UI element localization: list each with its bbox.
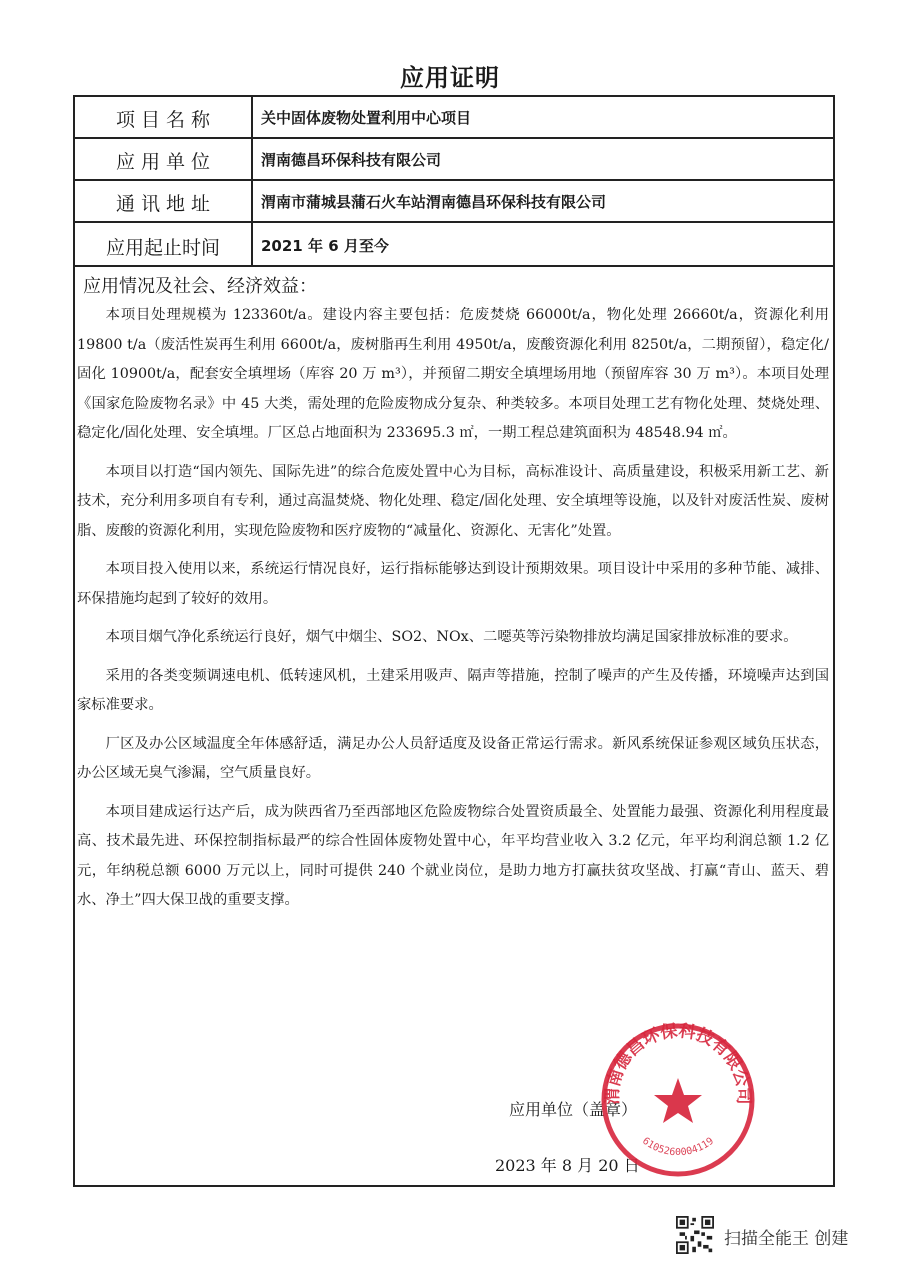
paragraph: 本项目以打造“国内领先、国际先进”的综合危废处置中心为目标，高标准设计、高质量建设，积极采用新工艺、新技术，充分利用多项自有专利，通过高温焚烧、物化处理、稳定/固化处理、安全填埋等设施，以及针对废活性炭、废树脂、废酸的资源化利用，实现危险废物和医疗废物的“减量化、资源化、无害化”处置。 <box>77 463 829 539</box>
paragraph: 本项目处理规模为 123360t/a。建设内容主要包括：危废焚烧 66000t/a，物化处理 26660t/a，资源化利用 19800 t/a（废活性炭再生利用 6600t/a，废树脂再生利用 4950t/a，废酸资源化利用 8250t/a，二期预留），稳定化/固化 10900t/a，配套安全填埋场（库容 20 万 m³），并预留二期安全填埋场用地（预留库容 30 万 m³）。本项目处理《国家危险废物名录》中 45 大类，需处理的危险废物成分复杂、种类较多。本项目处理工艺有物化处理、焚烧处理、稳定化/固化处理、安全填埋。厂区总占地面积为 233695.3 ㎡，一期工程总建筑面积为 48548.94 ㎡。 <box>77 307 829 441</box>
value-applying-unit: 渭南德昌环保科技有限公司 <box>261 151 442 169</box>
paragraph: 本项目投入使用以来，系统运行情况良好，运行指标能够达到设计预期效果。项目设计中采用的多种节能、减排、环保措施均起到了较好的效用。 <box>77 561 829 607</box>
star-icon <box>654 1078 702 1123</box>
row-divider <box>75 265 833 267</box>
qr-code-icon <box>676 1216 714 1254</box>
document-title: 应用证明 <box>400 64 500 92</box>
label-applying-unit: 应 用 单 位 <box>115 151 211 173</box>
seal-code: 6105260004119 <box>640 1135 716 1159</box>
signature-date: 2023 年 8 月 20 日 <box>495 1156 640 1175</box>
row-divider <box>75 137 833 139</box>
body-text <box>77 301 829 925</box>
value-project-name: 关中固体废物处置利用中心项目 <box>261 109 472 127</box>
row-divider <box>75 179 833 181</box>
scanner-label: 扫描全能王 创建 <box>724 1229 849 1249</box>
paragraph: 本项目烟气净化系统运行良好，烟气中烟尘、SO2、NOx、二噁英等污染物排放均满足国家排放标准的要求。 <box>105 629 798 645</box>
label-project-name: 项 目 名 称 <box>115 109 211 131</box>
company-seal <box>598 1020 758 1180</box>
paragraph: 本项目建成运行达产后，成为陕西省乃至西部地区危险废物综合处置资质最全、处置能力最强、资源化利用程度最高、技术最先进、环保控制指标最严的综合性固体废物处置中心，年平均营业收入 3.2 亿元，年平均利润总额 1.2 亿元，年纳税总额 6000 万元以上，同时可提供 240 个就业岗位，是助力地方打赢扶贫攻坚战、打赢“青山、蓝天、碧水、净土”四大保卫战的重要支撑。 <box>77 803 829 908</box>
paragraph: 厂区及办公区域温度全年体感舒适，满足办公人员舒适度及设备正常运行需求。新风系统保证参观区域负压状态，办公区域无臭气渗漏，空气质量良好。 <box>77 735 829 781</box>
seal-text: 渭南德昌环保科技有限公司 <box>602 1021 754 1105</box>
paragraph: 采用的各类变频调速电机、低转速风机，土建采用吸声、隔声等措施，控制了噪声的产生及传播，环境噪声达到国家标准要求。 <box>77 667 829 713</box>
column-divider <box>251 97 253 265</box>
label-address: 通 讯 地 址 <box>115 193 211 215</box>
section-heading: 应用情况及社会、经济效益： <box>83 276 317 297</box>
value-application-period: 2021 年 6 月至今 <box>261 237 389 255</box>
label-application-period: 应用起止时间 <box>105 237 220 259</box>
signature-unit: 应用单位（盖章） <box>509 1100 638 1119</box>
row-divider <box>75 221 833 223</box>
value-address: 渭南市蒲城县蒲石火车站渭南德昌环保科技有限公司 <box>261 193 607 211</box>
